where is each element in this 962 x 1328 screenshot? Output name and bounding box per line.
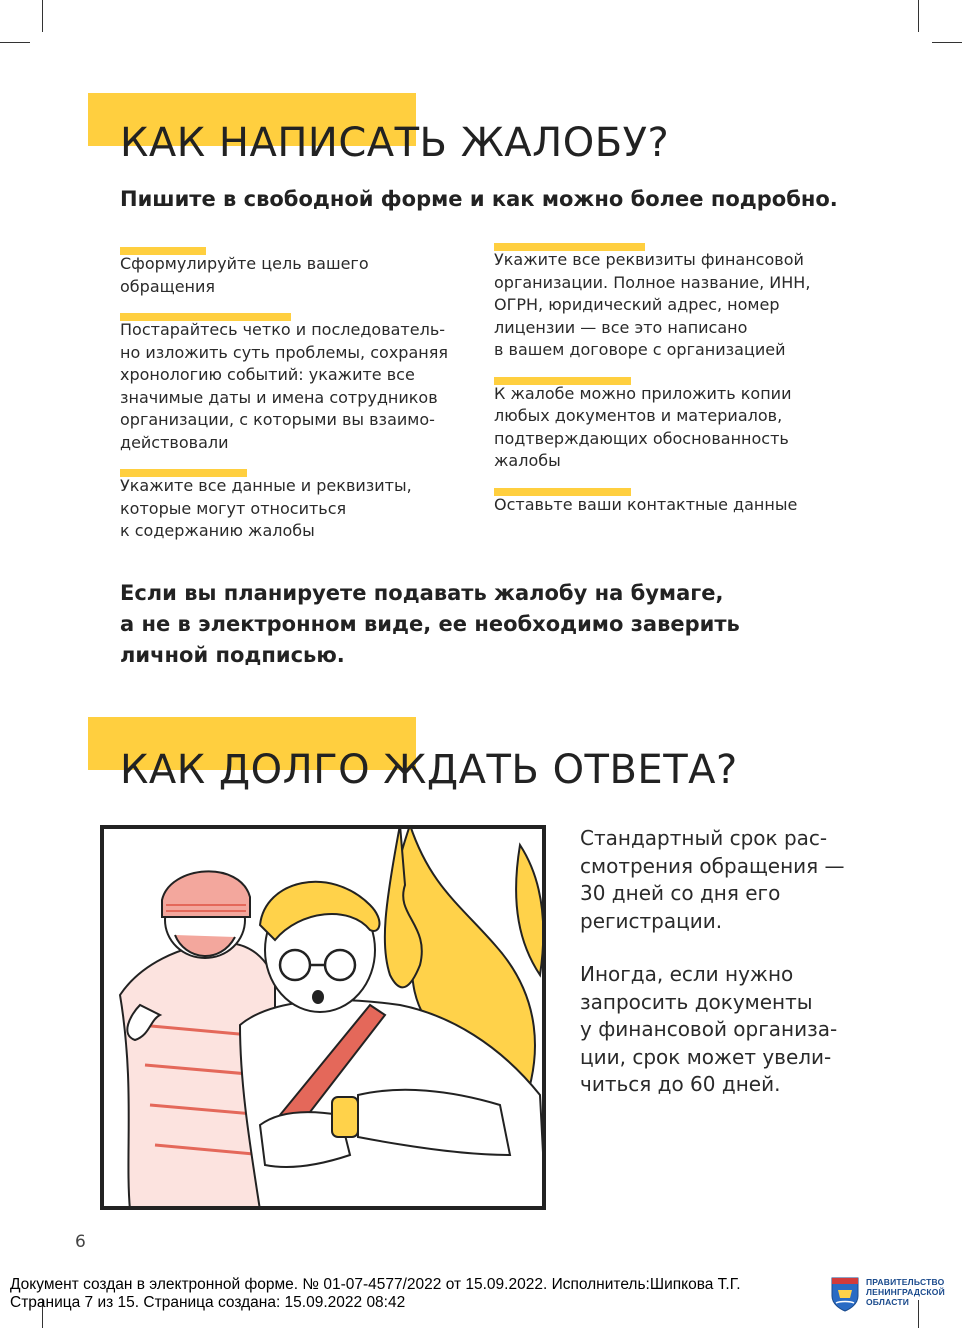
paragraph-standard-term: Стандартный срок рас- смотрения обращения — 30 дней со дня его регистрации. bbox=[580, 826, 845, 933]
list-item: Укажите все реквизиты финансовой организации. Полное название, ИНН, ОГРН, юридический адрес, номер лицензии — все это написано в вашем договоре с организацией bbox=[494, 249, 844, 362]
left-list bbox=[120, 253, 470, 564]
footer-line: Страница 7 из 15. Страница создана: 15.09.2022 08:42 bbox=[10, 1294, 406, 1311]
flame-shape bbox=[516, 845, 543, 975]
list-item: Укажите все данные и реквизиты, которые могут относиться к содержанию жалобы bbox=[120, 475, 470, 543]
coat-of-arms-icon bbox=[830, 1276, 860, 1312]
list-item: К жалобе можно приложить копии любых документов и материалов, подтверждающих обоснованность жалобы bbox=[494, 383, 844, 473]
lead-text: Пишите в свободной форме и как можно более подробно. bbox=[120, 187, 838, 211]
crop-mark bbox=[932, 42, 962, 43]
right-list bbox=[494, 249, 844, 537]
section-title-complaint: КАК НАПИСАТЬ ЖАЛОБУ? bbox=[120, 120, 670, 166]
response-time-text bbox=[580, 825, 845, 1125]
page-number: 6 bbox=[75, 1232, 86, 1252]
paragraph-extended-term: Иногда, если нужно запросить документы у финансовой организа- ции, срок может увели- читься до 60 дней. bbox=[580, 962, 838, 1096]
government-logo: ПРАВИТЕЛЬСТВО ЛЕНИНГРАДСКОЙ ОБЛАСТИ bbox=[830, 1276, 955, 1312]
list-item: Оставьте ваши контактные данные bbox=[494, 494, 844, 517]
waiting-illustration bbox=[100, 825, 546, 1210]
crop-mark bbox=[0, 42, 30, 43]
list-item: Сформулируйте цель вашего обращения bbox=[120, 253, 470, 298]
paper-signature-note: Если вы планируете подавать жалобу на бумаге, а не в электронном виде, ее необходимо заверить личной подписью. bbox=[120, 581, 740, 667]
section-title-response-time: КАК ДОЛГО ЖДАТЬ ОТВЕТА? bbox=[120, 747, 738, 793]
footer-line: Документ создан в электронной форме. № 01-07-4577/2022 от 15.09.2022. Исполнитель:Шипкова Т.Г. bbox=[10, 1276, 741, 1293]
crop-mark bbox=[42, 0, 43, 32]
list-item: Постарайтесь четко и последователь- но изложить суть проблемы, сохраняя хронологию событий: укажите все значимые даты и имена сотрудников организации, с которыми вы взаимо- действовали bbox=[120, 319, 470, 454]
crop-mark bbox=[918, 0, 919, 32]
document-footer bbox=[10, 1276, 741, 1312]
